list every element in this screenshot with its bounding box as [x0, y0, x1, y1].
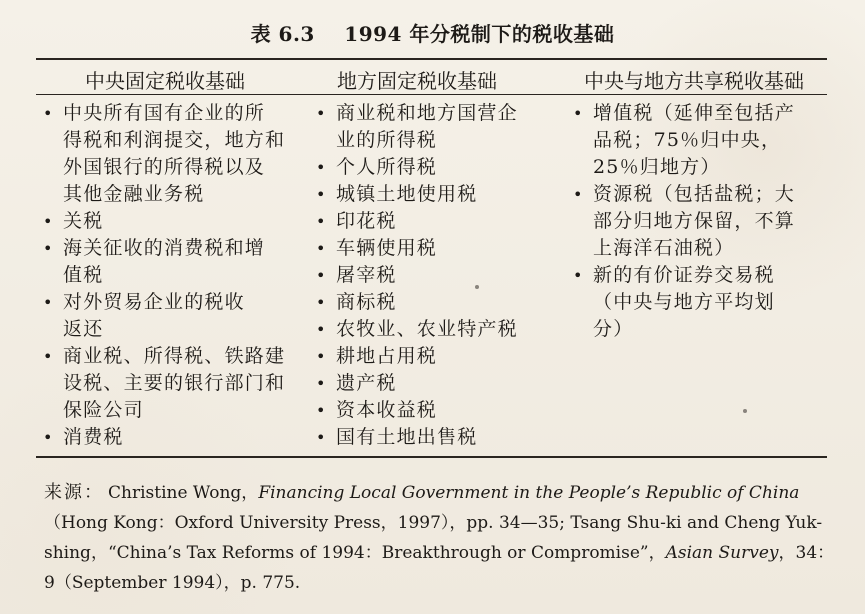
shared-item-line: 上海洋石油税） — [593, 237, 735, 259]
local-item-line: 业的所得税 — [336, 129, 438, 151]
print-speck — [475, 285, 479, 289]
source-note — [44, 478, 834, 598]
source-journal: Asian Survey — [665, 543, 779, 563]
local-item-line: • 资本收益税 — [336, 399, 438, 421]
shared-item-line: 25％归地方） — [593, 156, 721, 178]
central-item — [43, 343, 293, 424]
local-item — [316, 181, 551, 208]
top-rule — [36, 58, 827, 60]
local-item — [316, 100, 551, 154]
source-author: Christine Wong， — [108, 483, 259, 503]
print-speck — [743, 409, 747, 413]
local-item — [316, 208, 551, 235]
local-item-line: • 农牧业、农业特产税 — [336, 318, 518, 340]
local-item — [316, 370, 551, 397]
local-item — [316, 289, 551, 316]
central-item-line: 其他金融业务税 — [63, 183, 205, 205]
central-item-line: 保险公司 — [63, 399, 144, 421]
local-item-line: • 车辆使用税 — [336, 237, 438, 259]
shared-item-line: 分） — [593, 318, 634, 340]
central-item — [43, 235, 293, 289]
local-list — [316, 100, 551, 451]
shared-item-line: • 资源税（包括盐税；大 — [593, 183, 796, 205]
source-book-title: Financing Local Government in the People’s Republic of China — [258, 483, 800, 503]
local-column — [316, 100, 551, 451]
table-header-row — [36, 65, 827, 91]
central-item-line: 值税 — [63, 264, 104, 286]
shared-item — [573, 181, 796, 262]
source-label: 来源： — [44, 482, 104, 503]
central-item-line: • 关税 — [63, 210, 104, 232]
central-item — [43, 289, 293, 343]
local-item-line: • 遗产税 — [336, 372, 397, 394]
local-item — [316, 316, 551, 343]
local-item-line: • 印花税 — [336, 210, 397, 232]
shared-item-line: • 新的有价证券交易税 — [593, 264, 775, 286]
header-rule — [36, 94, 827, 95]
shared-item-line: 品税；75％归中央， — [593, 129, 782, 151]
local-item — [316, 343, 551, 370]
local-item — [316, 262, 551, 289]
table-caption — [0, 18, 865, 47]
local-item — [316, 235, 551, 262]
central-item-line: 设税、主要的银行部门和 — [63, 372, 286, 394]
source-line-4: 9（September 1994），p. 775. — [44, 573, 301, 593]
shared-list — [573, 100, 796, 343]
local-item-line: • 屠宰税 — [336, 264, 397, 286]
shared-item — [573, 100, 796, 181]
central-item — [43, 208, 293, 235]
local-item — [316, 154, 551, 181]
bottom-rule — [36, 456, 827, 458]
shared-item-line: （中央与地方平均划 — [593, 291, 775, 313]
shared-item-line: 部分归地方保留，不算 — [593, 210, 796, 232]
local-item — [316, 424, 551, 451]
central-list — [43, 100, 293, 451]
local-item — [316, 397, 551, 424]
shared-item-line: • 增值税（延伸至包括产 — [593, 102, 796, 124]
source-article: shing，“China’s Tax Reforms of 1994：Breakthrough or Compromise”， — [44, 543, 666, 563]
source-line-3 — [44, 538, 834, 568]
central-item-line: • 海关征收的消费税和增 — [63, 237, 266, 259]
header-central-fixed: 中央固定税收基础 — [85, 69, 245, 93]
central-item — [43, 100, 293, 208]
shared-column — [573, 100, 796, 343]
local-item-line: • 商业税和地方国营企 — [336, 102, 518, 124]
shared-item — [573, 262, 793, 343]
central-item-line: • 消费税 — [63, 426, 124, 448]
central-column — [43, 100, 293, 451]
table-title: 1994 年分税制下的税收基础 — [344, 22, 615, 46]
table-number: 表 6.3 — [250, 22, 315, 46]
local-item-line: • 个人所得税 — [336, 156, 438, 178]
central-item-line: • 商业税、所得税、铁路建 — [63, 345, 286, 367]
source-line-2: （Hong Kong：Oxford University Press，1997），pp. 34—35; Tsang Shu-ki and Cheng Yuk- — [44, 513, 823, 533]
local-item-line: • 国有土地出售税 — [336, 426, 478, 448]
source-volume: ，34： — [778, 543, 835, 563]
local-item-line: • 商标税 — [336, 291, 397, 313]
central-item-line: 得税和利润提交，地方和 — [63, 129, 286, 151]
header-shared: 中央与地方共享税收基础 — [584, 69, 804, 93]
central-item-line: 外国银行的所得税以及 — [63, 156, 266, 178]
central-item-line: 返还 — [63, 318, 104, 340]
local-item-line: • 城镇土地使用税 — [336, 183, 478, 205]
central-item — [43, 424, 293, 451]
header-local-fixed: 地方固定税收基础 — [337, 69, 497, 93]
local-item-line: • 耕地占用税 — [336, 345, 438, 367]
central-item-line: • 中央所有国有企业的所 — [63, 102, 266, 124]
central-item-line: • 对外贸易企业的税收 — [63, 291, 245, 313]
